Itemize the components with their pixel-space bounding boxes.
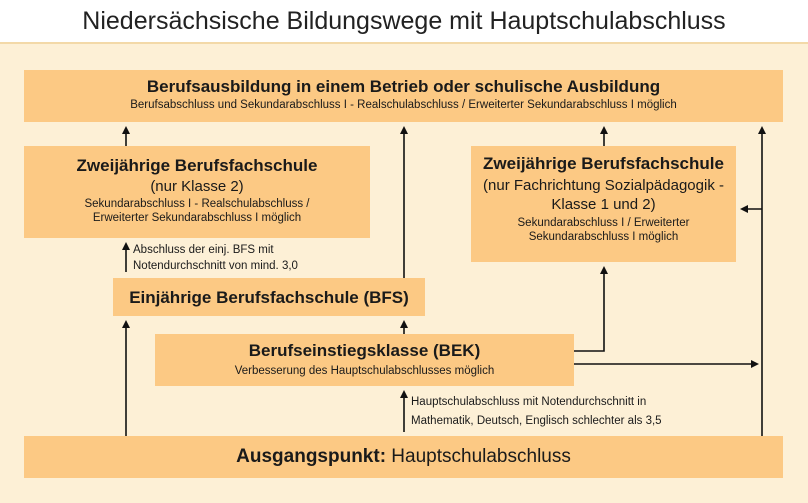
box-right-sub4: Sekundarabschluss I möglich	[528, 231, 679, 243]
box-bfs-title: Einjährige Berufsfachschule (BFS)	[129, 288, 409, 307]
box-left-sub2: Sekundarabschluss I - Realschulabschluss /	[84, 198, 310, 210]
annotation-bek-line1: Hauptschulabschluss mit Notendurchschnitt in	[411, 396, 647, 408]
box-left-sub1: (nur Klasse 2)	[150, 178, 244, 195]
box-bek-title: Berufseinstiegsklasse (BEK)	[248, 341, 481, 360]
box-ausgangspunkt-label: Ausgangspunkt:	[236, 446, 387, 467]
box-right-title: Zweijährige Berufsfachschule	[483, 154, 724, 173]
box-ausgangspunkt-value: Hauptschulabschluss	[386, 446, 571, 467]
box-right-sub2: Klasse 1 und 2)	[551, 196, 656, 213]
box-left-sub3: Erweiterter Sekundarabschluss I möglich	[92, 212, 302, 224]
annotation-bek-line2: Mathematik, Deutsch, Englisch schlechter als 3,5	[411, 415, 662, 427]
box-bek-sub: Verbesserung des Hauptschulabschlusses möglich	[234, 365, 495, 377]
box-right-sub1: (nur Fachrichtung Sozialpädagogik -	[483, 177, 724, 194]
annotation-bfs-line2: Notendurchschnitt von mind. 3,0	[133, 260, 298, 272]
annotation-bfs-line1: Abschluss der einj. BFS mit	[133, 244, 274, 256]
arrow-bek-to-right	[574, 270, 604, 351]
box-right-sub3: Sekundarabschluss I / Erweiterter	[517, 217, 690, 229]
box-berufsausbildung-title: Berufsausbildung in einem Betrieb oder schulische Ausbildung	[146, 77, 661, 96]
box-left-title: Zweijährige Berufsfachschule	[76, 156, 318, 175]
box-berufsausbildung-sub: Berufsabschluss und Sekundarabschluss I - Realschulabschluss / Erweiterter Sekundarabschluss I möglich	[130, 99, 677, 111]
page-title: Niedersächsische Bildungswege mit Hauptschulabschluss	[0, 0, 808, 44]
